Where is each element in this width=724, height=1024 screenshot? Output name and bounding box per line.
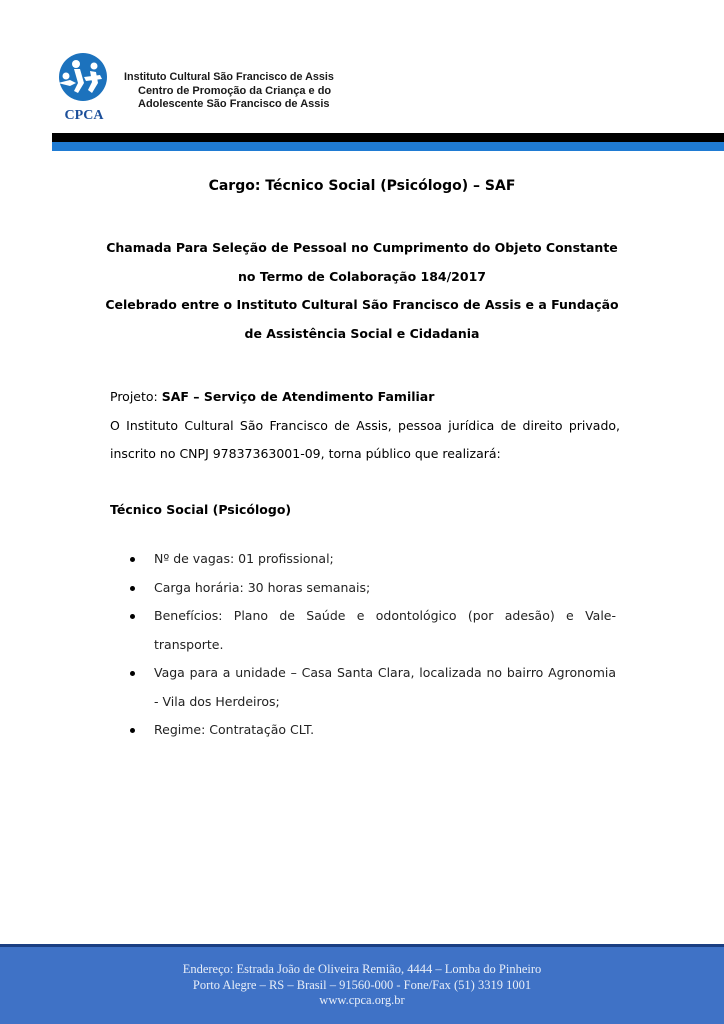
list-item [130,545,616,574]
list-item [130,716,616,745]
cpca-logo [54,53,114,123]
section-title: Técnico Social (Psicólogo) [110,502,292,517]
requirements-list [130,545,616,745]
bullet-icon [130,557,135,562]
project-intro-line-1: O Instituto Cultural São Francisco de Assis, pessoa jurídica de direito privado, [110,417,620,433]
header-divider-blue [52,142,724,151]
project-line [110,383,620,412]
list-item-text: Regime: Contratação CLT. [154,722,315,737]
list-item-text-cont: transporte. [154,636,224,652]
call-line-3: Celebrado entre o Instituto Cultural São Francisco de Assis e a Fundação [105,297,619,312]
list-item-text: Carga horária: 30 horas semanais; [154,579,371,595]
project-name: SAF – Serviço de Atendimento Familiar [161,389,435,404]
page-title: Cargo: Técnico Social (Psicólogo) – SAF [208,178,516,194]
footer-website: www.cpca.org.br [319,993,405,1007]
call-heading [80,234,644,348]
org-line-2: Centro de Promoção da Criança e do [138,84,332,97]
list-item-text-cont: - Vila dos Herdeiros; [154,693,280,709]
list-item [130,602,616,659]
list-item-text: Vaga para a unidade – Casa Santa Clara, localizada no bairro Agronomia [154,665,616,680]
bullet-icon [130,728,135,733]
list-item-text: Nº de vagas: 01 profissional; [154,551,334,566]
project-label: Projeto: [110,389,162,404]
list-item [130,659,616,716]
bullet-icon [130,586,135,591]
project-intro-line-2: inscrito no CNPJ 97837363001-09, torna público que realizará: [110,446,501,461]
org-line-3: Adolescente São Francisco de Assis [138,98,330,110]
bullet-icon [130,671,135,676]
org-line-1: Instituto Cultural São Francisco de Assis [124,71,334,83]
call-line-2: no Termo de Colaboração 184/2017 [238,268,486,284]
footer [0,947,724,1024]
call-line-4: de Assistência Social e Cidadania [244,325,480,341]
call-line-1: Chamada Para Seleção de Pessoal no Cumprimento do Objeto Constante [106,240,618,255]
footer-city-phone: Porto Alegre – RS – Brasil – 91560-000 - Fone/Fax (51) 3319 1001 [192,977,532,992]
bullet-icon [130,614,135,619]
footer-address: Endereço: Estrada João de Oliveira Remião, 4444 – Lomba do Pinheiro [182,962,542,976]
list-item [130,574,616,603]
header-divider-black [52,133,724,142]
logo-text: CPCA [64,108,104,123]
project-section [110,383,620,469]
list-item-text: Benefícios: Plano de Saúde e odontológico (por adesão) e Vale- [154,608,616,623]
organization-name [124,71,384,112]
